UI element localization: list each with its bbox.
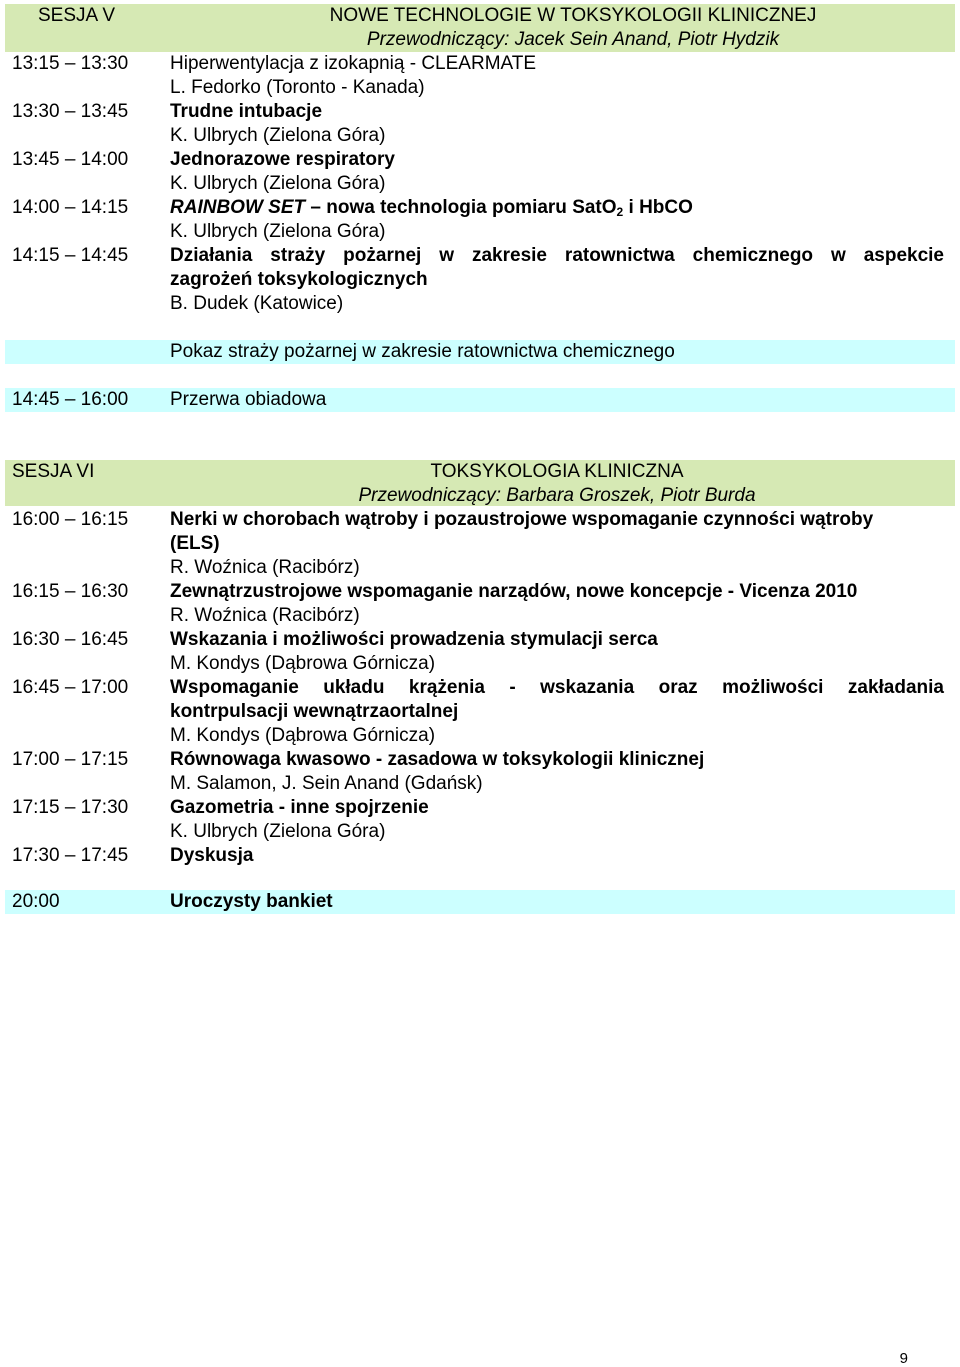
banquet-label: Uroczysty bankiet [170, 891, 333, 912]
talk-speaker: M. Salamon, J. Sein Anand (Gdańsk) [170, 773, 483, 794]
talk-speaker: R. Woźnica (Racibórz) [170, 605, 360, 626]
talk-speaker: K. Ulbrych (Zielona Góra) [170, 173, 386, 194]
session-5-chairs: Przewodniczący: Jacek Sein Anand, Piotr Hydzik [366, 29, 780, 50]
talk-speaker: L. Fedorko (Toronto - Kanada) [170, 77, 425, 98]
schedule-time: 16:15 – 16:30 [12, 581, 129, 602]
break-band [5, 388, 955, 412]
talk-title-subscript: 2 [616, 205, 624, 219]
talk-title: Trudne intubacje [170, 101, 323, 122]
page-number: 9 [899, 1350, 908, 1367]
break-time: 14:45 – 16:00 [12, 389, 129, 410]
talk-title: Równowaga kwasowo - zasadowa w toksykologii klinicznej [170, 749, 705, 770]
talk-speaker: R. Woźnica (Racibórz) [170, 557, 360, 578]
schedule-time: 14:00 – 14:15 [12, 197, 129, 218]
session-6-label: SESJA VI [12, 461, 95, 482]
talk-title-brand: RAINBOW SET [170, 197, 306, 218]
talk-title: Hiperwentylacja z izokapnią - CLEARMATE [170, 53, 537, 74]
schedule-time: 17:00 – 17:15 [12, 749, 129, 770]
talk-title-continued: zagrożeń toksykologicznych [170, 269, 428, 290]
schedule-time: 17:30 – 17:45 [12, 845, 129, 866]
talk-title: Wskazania i możliwości prowadzenia stymulacji serca [170, 629, 658, 650]
talk-title-continued: kontrpulsacji wewnątrzaortalnej [170, 701, 459, 722]
schedule-time: 16:30 – 16:45 [12, 629, 129, 650]
talk-speaker: K. Ulbrych (Zielona Góra) [170, 821, 386, 842]
talk-title: Gazometria - inne spojrzenie [170, 797, 429, 818]
talk-title: Zewnątrzustrojowe wspomaganie narządów, nowe koncepcje - Vicenza 2010 [170, 581, 858, 602]
schedule-time: 14:15 – 14:45 [12, 245, 129, 266]
session-5-title: NOWE TECHNOLOGIE W TOKSYKOLOGII KLINICZNEJ [329, 5, 817, 26]
schedule-time: 17:15 – 17:30 [12, 797, 129, 818]
talk-speaker: B. Dudek (Katowice) [170, 293, 344, 314]
talk-title-part: – nowa technologia pomiaru SatO [305, 197, 617, 218]
session-5-label: SESJA V [38, 5, 116, 26]
talk-speaker: K. Ulbrych (Zielona Góra) [170, 221, 386, 242]
schedule-time: 13:30 – 13:45 [12, 101, 129, 122]
talk-title: Jednorazowe respiratory [170, 149, 395, 170]
schedule-time: 13:45 – 14:00 [12, 149, 129, 170]
schedule-time: 16:00 – 16:15 [12, 509, 129, 530]
schedule-time: 13:15 – 13:30 [12, 53, 129, 74]
session-6-chairs: Przewodniczący: Barbara Groszek, Piotr Burda [358, 485, 756, 506]
demo-label: Pokaz straży pożarnej w zakresie ratownictwa chemicznego [170, 341, 675, 362]
session-6-title: TOKSYKOLOGIA KLINICZNA [430, 461, 684, 482]
talk-title: Nerki w chorobach wątroby i pozaustrojowe wspomaganie czynności wątroby [170, 509, 874, 530]
banquet-time: 20:00 [12, 891, 60, 912]
talk-title: Wspomaganie układu krążenia - wskazania oraz możliwości zakładania [170, 677, 944, 698]
talk-speaker: K. Ulbrych (Zielona Góra) [170, 125, 386, 146]
talk-title [170, 196, 693, 220]
banquet-band [5, 890, 955, 914]
schedule-time: 16:45 – 17:00 [12, 677, 129, 698]
talk-speaker: M. Kondys (Dąbrowa Górnicza) [170, 725, 436, 746]
talk-title: Dyskusja [170, 845, 254, 866]
talk-speaker: M. Kondys (Dąbrowa Górnicza) [170, 653, 436, 674]
talk-title-part: i HbCO [623, 197, 693, 218]
talk-title: Działania straży pożarnej w zakresie ratownictwa chemicznego w aspekcie [170, 245, 944, 266]
break-label: Przerwa obiadowa [170, 389, 327, 410]
talk-title-continued: (ELS) [170, 533, 220, 554]
